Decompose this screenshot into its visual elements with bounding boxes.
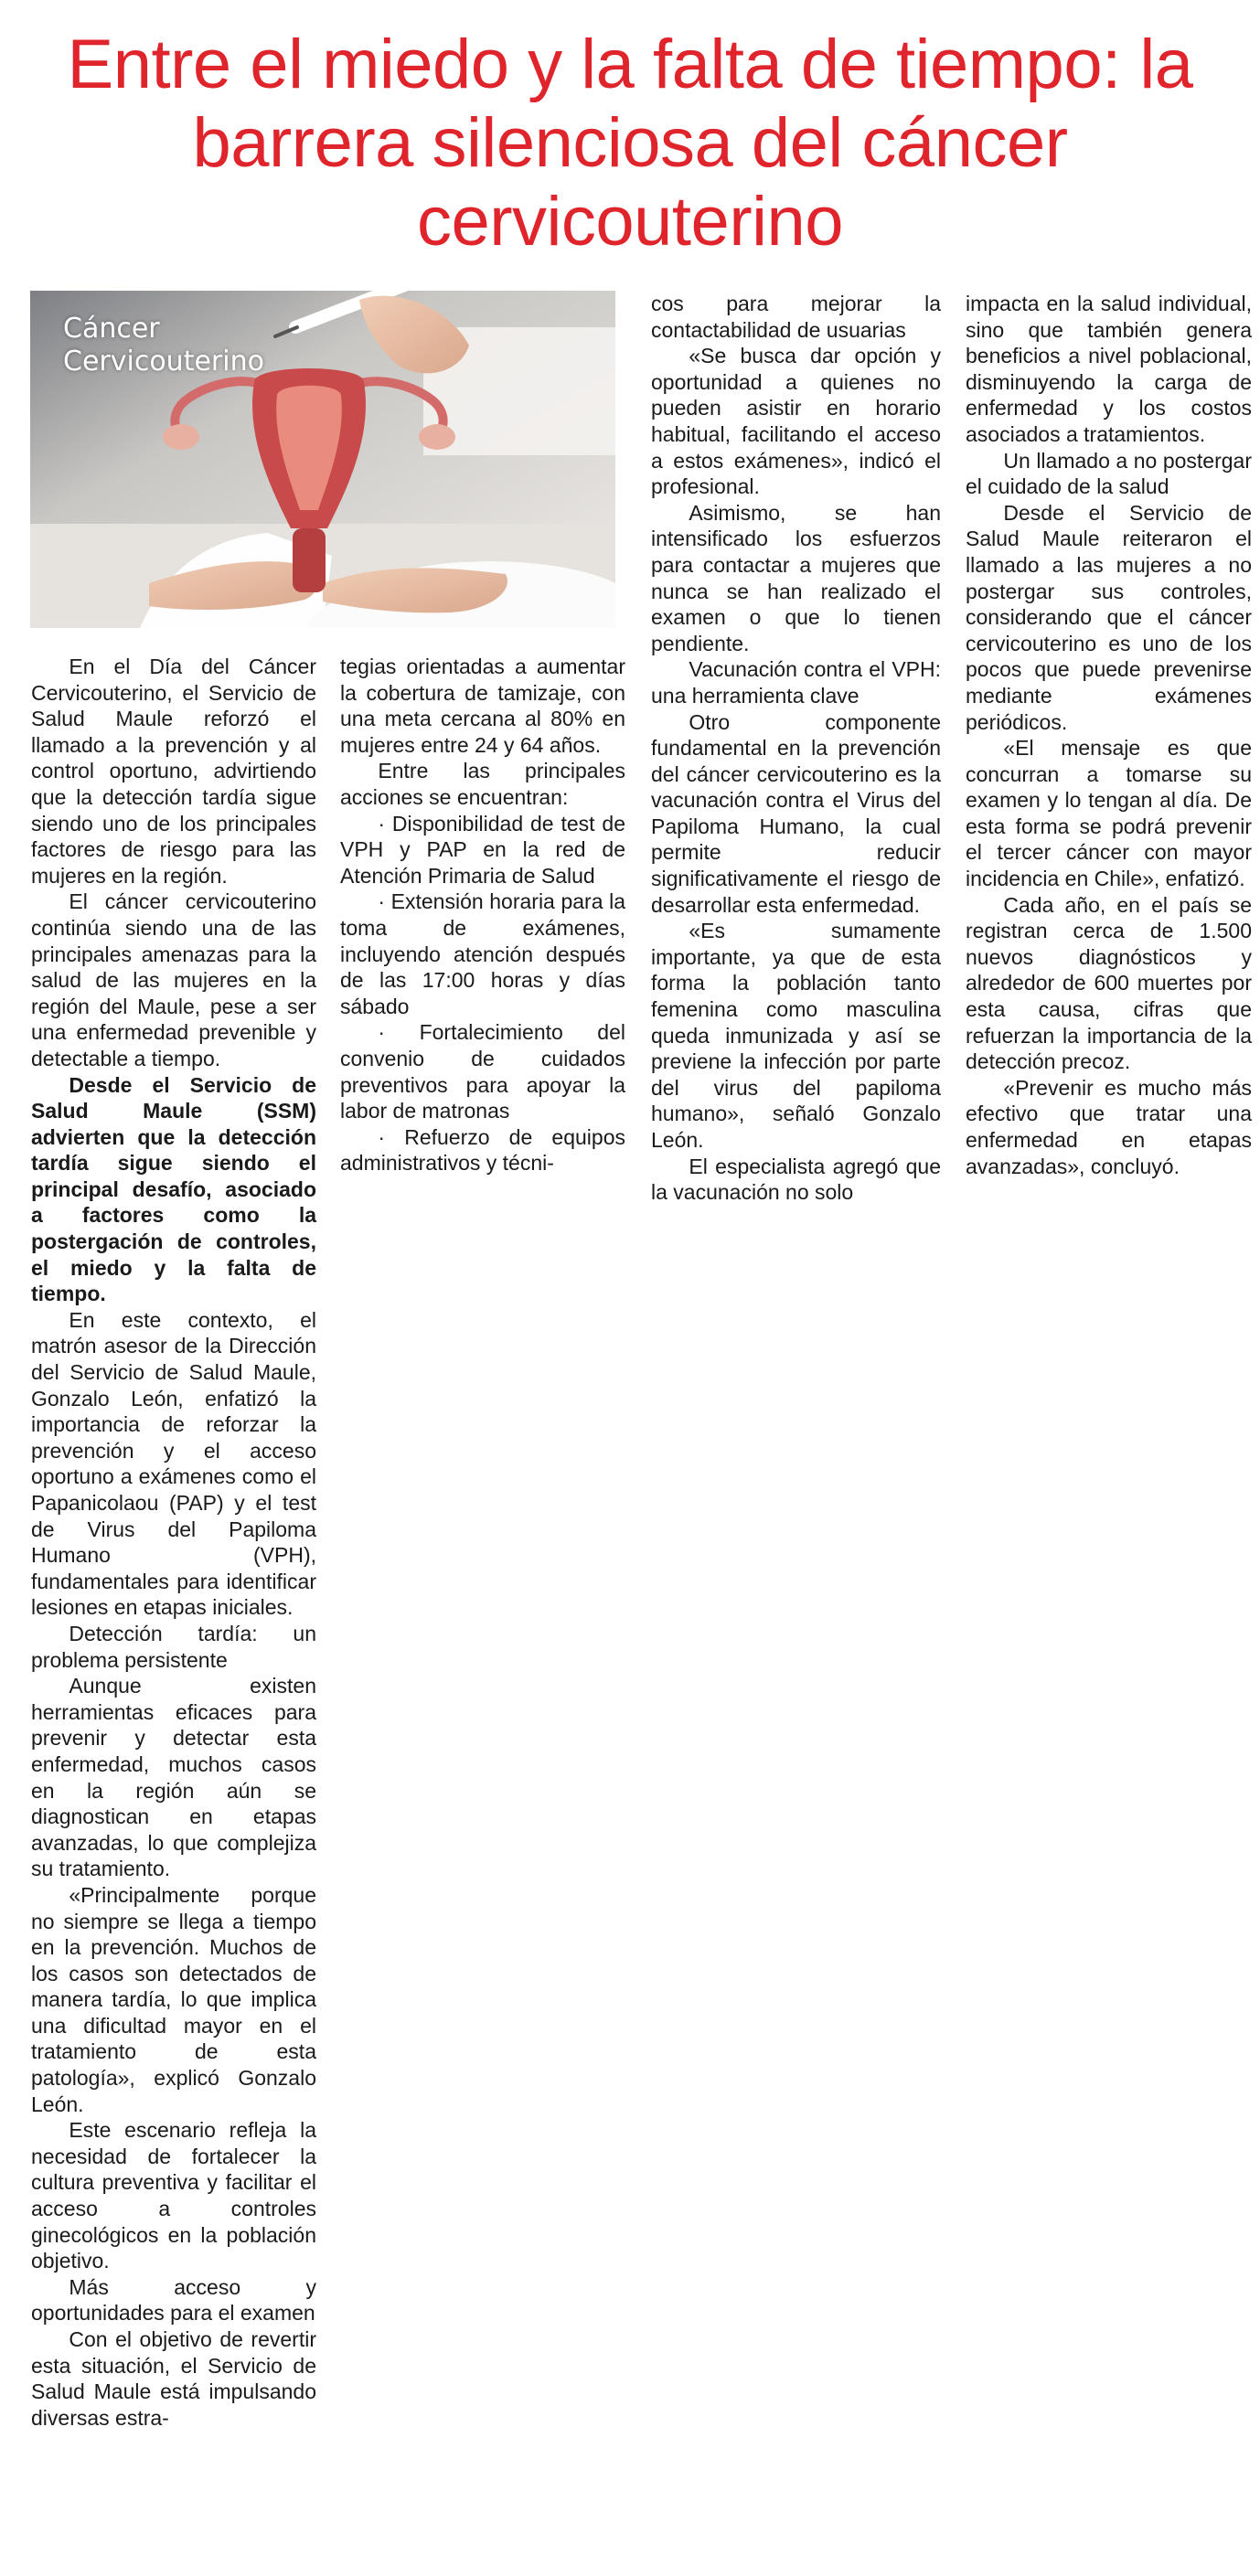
paragraph: Cada año, en el país se registran cerca de 1.500 nuevos diagnósticos y alrededor de 600 muertes por esta causa, cifras que refuerzan la importancia de la detección precoz. (966, 892, 1252, 1074)
section-subheading: Detección tardía: un problema persistente (31, 1621, 316, 1672)
bullet-item: · Refuerzo de equipos administrativos y técni- (340, 1124, 625, 1176)
quote-paragraph: «Se busca dar opción y oportunidad a quienes no pueden asistir en horario habitual, facilitando el acceso a estos exámenes», indicó el profesional. (651, 344, 941, 499)
photo-caption-line-2: Cervicouterino (63, 346, 264, 378)
article-column-1 (31, 654, 316, 2431)
paragraph: El cáncer cervicouterino continúa siendo una de las principales amenazas para la salud de las mujeres en la región del Maule, pese a ser una enfermedad prevenible y detectable a tiempo. (31, 889, 316, 1070)
photo-caption (63, 313, 264, 378)
paragraph: Otro componente fundamental en la prevención del cáncer cervicouterino es la vacunación contra el Virus del Papiloma Humano, la cual permite reducir significativamente el riesgo de desarrollar esta enfermedad. (651, 709, 941, 917)
bullet-item: · Fortalecimiento del convenio de cuidados preventivos para apoyar la labor de matronas (340, 1020, 625, 1123)
article-column-4 (966, 291, 1252, 1179)
photo-caption-line-1: Cáncer (63, 313, 160, 345)
paragraph: El especialista agregó que la vacunación no solo (651, 1154, 941, 1205)
paragraph: Este escenario refleja la necesidad de fortalecer la cultura preventiva y facilitar el acceso a controles ginecológicos en la población objetivo. (31, 2118, 316, 2273)
article-column-3 (651, 291, 941, 1206)
quote-paragraph: «Prevenir es mucho más efectivo que tratar una enfermedad en etapas avanzadas», concluyó. (966, 1075, 1252, 1178)
quote-paragraph: «Es sumamente importante, ya que de esta forma la población tanto femenina como masculina queda inmunizada y así se previene la infección por parte del virus del papiloma humano», señaló Gonzalo León. (651, 919, 941, 1152)
paragraph-continuation: impacta en la salud individual, sino que también genera beneficios a nivel poblacional, disminuyendo la carga de enfermedad y los costos asociados a tratamientos. (966, 292, 1252, 446)
bullet-item: · Disponibilidad de test de VPH y PAP en la red de Atención Primaria de Salud (340, 811, 625, 888)
quote-paragraph: «Principalmente porque no siempre se llega a tiempo en la prevención. Muchos de los casos son detectados de manera tardía, lo que implica una dificultad mayor en el tratamiento de esta patología», explicó Gonzalo León. (31, 1882, 316, 2116)
paragraph-bold (31, 1072, 316, 1307)
article-headline: Entre el miedo y la falta de tiempo: la barrera silenciosa del cáncer cervicouterino (67, 26, 1193, 261)
article-photo (30, 291, 615, 628)
section-subheading: Vacunación contra el VPH: una herramienta clave (651, 657, 941, 708)
paragraph: Aunque existen herramientas eficaces para prevenir y detectar esta enfermedad, muchos casos en la región aún se diagnostican en etapas avanzadas, lo que complejiza su tratamiento. (31, 1674, 316, 1881)
paragraph: Asimismo, se han intensificado los esfuerzos para contactar a mujeres que nunca se han realizado el examen o que lo tienen pendiente. (651, 500, 941, 655)
paragraph: Con el objetivo de revertir esta situación, el Servicio de Salud Maule está impulsando diversas estra- (31, 2327, 316, 2430)
article-column-2 (340, 654, 625, 1176)
paragraph: Desde el Servicio de Salud Maule reiteraron el llamado a las mujeres a no postergar sus controles, considerando que el cáncer cervicouterino es uno de los pocos que puede prevenirse mediante exámenes periódicos. (966, 500, 1252, 734)
paragraph-continuation: tegias orientadas a aumentar la cobertura de tamizaje, con una meta cercana al 80% en mujeres entre 24 y 64 años. (340, 655, 625, 757)
paragraph: Entre las principales acciones se encuentran: (340, 759, 625, 809)
paragraph-continuation: cos para mejorar la contactabilidad de usuarias (651, 292, 941, 342)
bold-lead: Desde el Servicio de Salud Maule (SSM) advierten que la detección tardía sigue siendo el principal desafío, asociado a factores como la postergación de controles, el miedo y la falta de tiempo. (31, 1072, 316, 1306)
bullet-item: · Extensión horaria para la toma de exámenes, incluyendo atención después de las 17:00 horas y días sábado (340, 889, 625, 1018)
section-subheading: Más acceso y oportunidades para el examen (31, 2274, 316, 2326)
paragraph: En este contexto, el matrón asesor de la Dirección del Servicio de Salud Maule, Gonzalo León, enfatizó la importancia de reforzar la prevención y el acceso oportuno a exámenes como el Papanicolaou (PAP) y el test de Virus del Papiloma Humano (VPH), fundamentales para identificar lesiones en etapas iniciales. (31, 1307, 316, 1620)
paragraph: En el Día del Cáncer Cervicouterino, el Servicio de Salud Maule reforzó el llamado a la prevención y al control oportuno, advirtiendo que la detección tardía sigue siendo uno de los principales factores de riesgo para las mujeres en la región. (31, 655, 316, 888)
quote-paragraph: «El mensaje es que concurran a tomarse su examen y lo tengan al día. De esta forma se podrá prevenir el tercer cáncer con mayor incidencia en Chile», enfatizó. (966, 736, 1252, 891)
section-subheading: Un llamado a no postergar el cuidado de la salud (966, 448, 1252, 499)
